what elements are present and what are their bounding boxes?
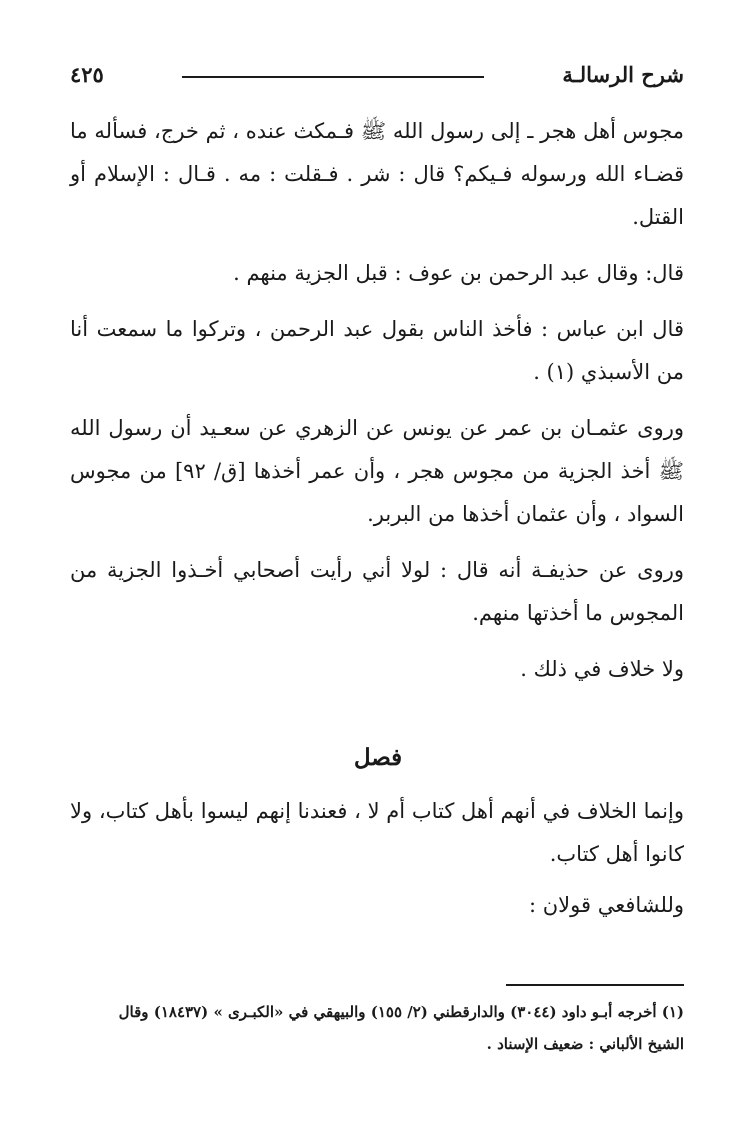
page-header (70, 62, 684, 92)
section-paragraph-2: وللشافعي قولان : (528, 893, 684, 917)
footnotes (70, 996, 684, 1060)
section-heading: فصل (353, 744, 403, 771)
paragraph-1: مجوس أهل هجر ـ إلى رسول الله ﷺ فـمكث عنده ، ثم خرج، فسأله ما قضـاء الله ورسوله فـيكم؟ قال : شر . فـقلت : مه . قـال : الإسلام أو القتل. (70, 119, 684, 229)
section-paragraph-1: وإنما الخلاف في أنهم أهل كتاب أم لا ، فعندنا إنهم ليسوا بأهل كتاب، ولا كانوا أهل كتاب. (70, 799, 684, 866)
footnote-line-1: (١) أخرجه أبـو داود (٣٠٤٤) والدارقطني (٢/ ١٥٥) والبيهقي في «الكبـرى » (١٨٤٣٧) وقال (118, 1003, 684, 1021)
footnote-rule (506, 984, 684, 986)
paragraph-2: قال: وقال عبد الرحمن بن عوف : قبل الجزية منهم . (233, 261, 684, 285)
running-title: شرح الرسالـة (562, 62, 684, 87)
main-text (70, 110, 684, 704)
header-rule (182, 76, 484, 78)
paragraph-3: قال ابن عباس : فأخذ الناس بقول عبد الرحمن ، وتركوا ما سمعت أنا من الأسبذي (١) . (70, 317, 684, 384)
paragraph-6: ولا خلاف في ذلك . (520, 657, 684, 681)
page-number: ٤٢٥ (70, 62, 104, 87)
paragraph-5: وروى عن حذيفـة أنه قال : لولا أني رأيت أصحابي أخـذوا الجزية من المجوس ما أخذتها منهم. (70, 558, 684, 625)
section-text (70, 790, 684, 935)
footnote-line-2: الشيخ الألباني : ضعيف الإسناد . (486, 1035, 684, 1053)
paragraph-4: وروى عثمـان بن عمر عن يونس عن الزهري عن سعـيد أن رسول الله ﷺ أخذ الجزية من مجوس هجر ، وأن عمر أخذها [ق/ ٩٢] من مجوس السواد ، وأن عثمان أخذها من البربر. (70, 416, 684, 526)
